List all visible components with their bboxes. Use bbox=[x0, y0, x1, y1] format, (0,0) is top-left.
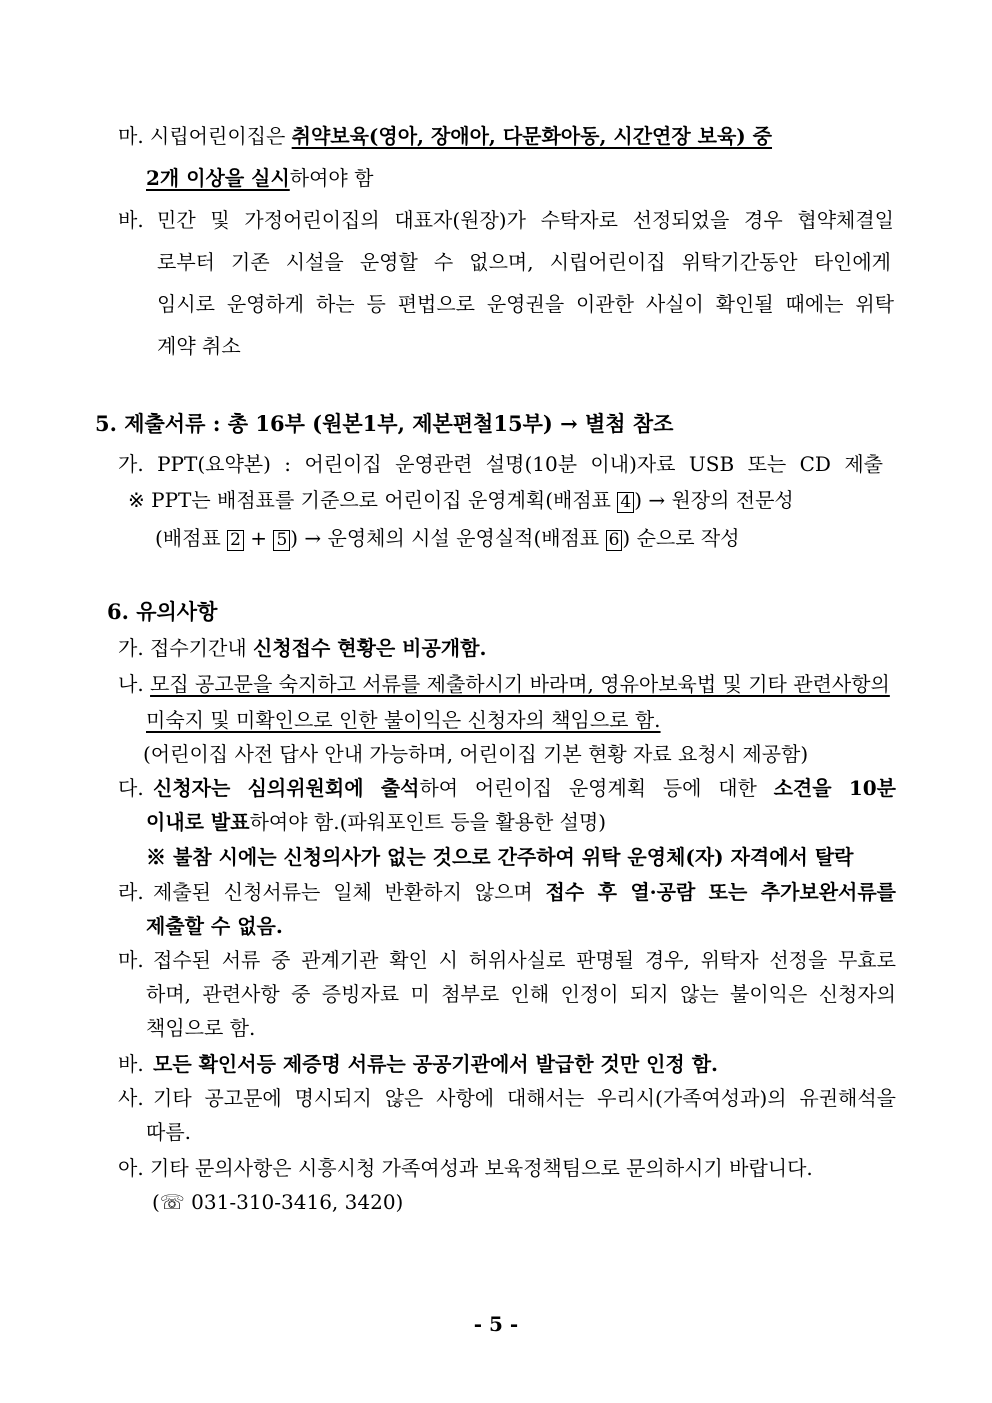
item-ba-1-line2: 로부터 기존 시설을 운영할 수 없으며, 시립어린이집 위탁기간동안 타인에게 bbox=[157, 250, 891, 274]
section-6-item-ma-line2: 하며, 관련사항 중 증빙자료 미 첨부로 인해 인정이 되지 않는 불이익은 신청자의 bbox=[146, 982, 896, 1006]
section-6-item-da-note: ※ 불참 시에는 신청의사가 없는 것으로 간주하여 위탁 운영체(자) 자격에서 탈락 bbox=[146, 845, 854, 869]
item-ma-1-line2 bbox=[146, 164, 373, 192]
section-6-item-ba-marker: 바. bbox=[118, 1052, 144, 1076]
emphasis-text: 신청접수 현황은 비공개함. bbox=[253, 636, 487, 660]
score-box-5: 5 bbox=[273, 530, 290, 551]
score-box-2: 2 bbox=[227, 530, 244, 551]
section-6-item-sa-line2: 따름. bbox=[146, 1120, 191, 1144]
section-5-item-ga: 가. PPT(요약본) : 어린이집 운영관련 설명(10분 이내)자료 USB 또는 CD 제출 bbox=[118, 452, 883, 476]
section-6-item-ma-marker: 마. bbox=[118, 948, 144, 972]
emphasis-text: 취약보육(영아, 장애아, 다문화아동, 시간연장 보육) 중 bbox=[291, 124, 773, 148]
section-6-item-ra-marker: 라. bbox=[118, 880, 144, 904]
item-ba-1-line3: 임시로 운영하게 하는 등 편법으로 운영권을 이관한 사실이 확인될 때에는 위탁 bbox=[157, 292, 894, 316]
emphasis-text: 2개 이상을 실시 bbox=[146, 166, 290, 190]
section-6-item-na-line2: 미숙지 및 미확인으로 인한 불이익은 신청자의 책임으로 함. bbox=[146, 708, 661, 732]
section-6-item-na-line3: (어린이집 사전 답사 안내 가능하며, 어린이집 기본 현황 자료 요청시 제공함) bbox=[143, 742, 809, 766]
section-5-note-line1: ※ PPT는 배점표를 기준으로 어린이집 운영계획(배점표 4 ) → 원장의 전문성 bbox=[128, 488, 794, 512]
section-6-item-da-marker: 다. bbox=[118, 776, 144, 800]
section-6-item-ga: 가. 접수기간내 신청접수 현황은 비공개함. bbox=[118, 636, 487, 660]
score-box-4: 4 bbox=[617, 492, 634, 513]
section-6-item-sa-marker: 사. bbox=[118, 1086, 144, 1110]
section-6-item-da-line1: 신청자는 심의위원회에 출석하여 어린이집 운영계획 등에 대한 소견을 10분 bbox=[153, 776, 896, 800]
section-6-item-a-line1: 아. 기타 문의사항은 시흥시청 가족여성과 보육정책팀으로 문의하시기 바랍니다. bbox=[118, 1156, 813, 1180]
item-ba-1-line4: 계약 취소 bbox=[157, 334, 241, 358]
item-ma-1-line1 bbox=[118, 122, 840, 150]
item-marker: 마. bbox=[118, 124, 144, 148]
underlined-text: 모집 공고문을 숙지하고 서류를 제출하시기 바라며, 영유아보육법 및 기타 관련사항의 bbox=[150, 672, 890, 696]
section-5-heading: 5. 제출서류 : 총 16부 (원본1부, 제본편철15부) → 별첨 참조 bbox=[95, 411, 674, 436]
section-6-item-da-line2: 이내로 발표하여야 함.(파워포인트 등을 활용한 설명) bbox=[146, 810, 607, 834]
section-6-item-ba-line1: 모든 확인서등 제증명 서류는 공공기관에서 발급한 것만 인정 함. bbox=[153, 1052, 718, 1076]
section-6-item-ma-line1: 접수된 서류 중 관계기관 확인 시 허위사실로 판명될 경우, 위탁자 선정을 무효로 bbox=[153, 948, 896, 972]
item-ba-1-marker: 바. bbox=[118, 208, 144, 232]
section-6-heading: 6. 유의사항 bbox=[107, 599, 218, 624]
section-6-item-na-line1: 나. 모집 공고문을 숙지하고 서류를 제출하시기 바라며, 영유아보육법 및 기타 관련사항의 bbox=[118, 672, 890, 696]
emphasis-text: 소견을 10분 bbox=[773, 776, 896, 800]
emphasis-text: 이내로 발표 bbox=[146, 810, 250, 834]
item-ba-1-line1: 민간 및 가정어린이집의 대표자(원장)가 수탁자로 선정되었을 경우 협약체결일 bbox=[157, 208, 894, 232]
score-box-6: 6 bbox=[606, 530, 623, 551]
emphasis-text: 접수 후 열·공람 또는 추가보완서류를 bbox=[545, 880, 896, 904]
page-number: - 5 - bbox=[473, 1312, 519, 1336]
section-6-item-a-line2: (☏ 031-310-3416, 3420) bbox=[152, 1190, 404, 1214]
section-6-item-ma-line3: 책임으로 함. bbox=[146, 1016, 256, 1040]
section-5-note-line2: (배점표 2 + 5 ) → 운영체의 시설 운영실적(배점표 6 ) 순으로 작성 bbox=[155, 526, 740, 550]
section-6-item-ra-line1: 제출된 신청서류는 일체 반환하지 않으며 접수 후 열·공람 또는 추가보완서류를 bbox=[153, 880, 896, 904]
section-6-item-ra-line2: 제출할 수 없음. bbox=[146, 914, 283, 938]
emphasis-text: 신청자는 심의위원회에 출석 bbox=[153, 776, 420, 800]
text: 시립어린이집은 bbox=[150, 124, 292, 148]
section-6-item-sa-line1: 기타 공고문에 명시되지 않은 사항에 대해서는 우리시(가족여성과)의 유권해석을 bbox=[153, 1086, 896, 1110]
text: 하여야 함 bbox=[289, 166, 374, 190]
